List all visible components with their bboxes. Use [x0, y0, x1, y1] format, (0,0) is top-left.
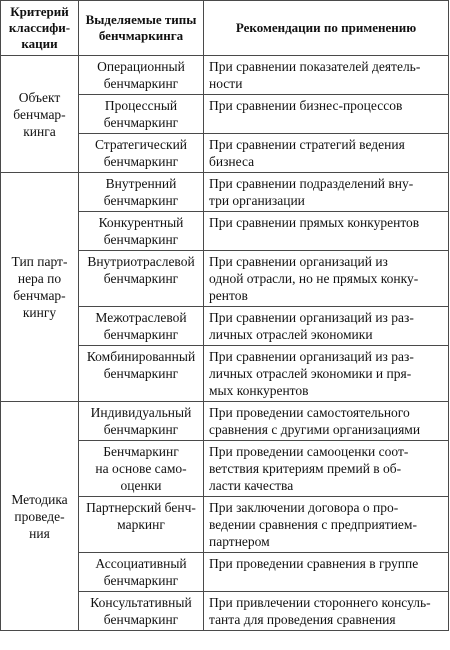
recommendation-text: При сравнении организаций из раз- личных отраслей экономики и пря- мых конкурентов: [209, 349, 414, 398]
recommendation-cell: [204, 307, 449, 346]
header-row: [1, 1, 449, 56]
type-text: Операционный бенчмаркинг: [97, 59, 185, 91]
header-criterion-text: Критерий классифи- кации: [8, 4, 71, 51]
type-cell: [79, 95, 204, 134]
type-cell: [79, 212, 204, 251]
table-row: [1, 402, 449, 441]
recommendation-text: При проведении самооценки соот- ветствия критериям премий в об- ласти качества: [209, 444, 409, 493]
type-cell: [79, 553, 204, 592]
type-cell: [79, 346, 204, 402]
type-text: Индивидуальный бенчмаркинг: [90, 405, 192, 437]
header-criterion: [1, 1, 79, 56]
recommendation-text: При привлечении стороннего консуль- танта для проведения сравнения: [209, 595, 431, 627]
type-cell: [79, 592, 204, 631]
recommendation-text: При сравнении показателей деятель- ности: [209, 59, 421, 91]
recommendation-cell: [204, 95, 449, 134]
type-text: Внутренний бенчмаркинг: [103, 176, 179, 208]
criterion-cell: [1, 402, 79, 631]
type-text: Процессный бенчмаркинг: [103, 98, 179, 130]
recommendation-cell: [204, 441, 449, 497]
type-cell: [79, 251, 204, 307]
type-cell: [79, 497, 204, 553]
type-cell: [79, 441, 204, 497]
type-text: Внутриотраслевой бенчмаркинг: [87, 254, 195, 286]
recommendation-cell: [204, 592, 449, 631]
criterion-text: Объект бенчмар- кинга: [13, 89, 66, 139]
header-recommendations-text: Рекомендации по применению: [235, 20, 417, 35]
recommendation-text: При сравнении организаций из раз- личных отраслей экономики: [209, 310, 414, 342]
recommendation-text: При проведении сравнения в группе: [209, 556, 419, 571]
recommendation-cell: [204, 173, 449, 212]
type-cell: [79, 173, 204, 212]
table-row: [1, 173, 449, 212]
recommendation-cell: [204, 497, 449, 553]
recommendation-cell: [204, 402, 449, 441]
recommendation-cell: [204, 212, 449, 251]
type-cell: [79, 307, 204, 346]
criterion-text: Тип парт- нера по бенчмар- кингу: [11, 254, 68, 320]
type-text: Межотраслевой бенчмаркинг: [95, 310, 187, 342]
recommendation-text: При заключении договора о про- ведении сравнения с предприятием- партнером: [209, 500, 417, 549]
recommendation-cell: [204, 56, 449, 95]
recommendation-text: При сравнении прямых конкурентов: [209, 215, 420, 230]
recommendation-text: При сравнении организаций из одной отрасли, но не прямых конку- рентов: [209, 254, 419, 303]
header-types: [79, 1, 204, 56]
table-row: [1, 56, 449, 95]
table-body: [1, 56, 449, 631]
recommendation-cell: [204, 553, 449, 592]
type-text: Партнерский бенч- маркинг: [86, 500, 196, 532]
type-text: Стратегический бенчмаркинг: [94, 137, 188, 169]
header-recommendations: [204, 1, 449, 56]
type-text: Комбинированный бенчмаркинг: [86, 349, 196, 381]
criterion-cell: [1, 173, 79, 402]
type-text: Ассоциативный бенчмаркинг: [95, 556, 187, 588]
recommendation-cell: [204, 251, 449, 307]
recommendation-text: При проведении самостоятельного сравнения с другими организациями: [209, 405, 421, 437]
type-text: Консультативный бенчмаркинг: [90, 595, 192, 627]
type-cell: [79, 402, 204, 441]
recommendation-text: При сравнении подразделений вну- три организации: [209, 176, 414, 208]
recommendation-text: При сравнении бизнес-процессов: [209, 98, 403, 113]
recommendation-cell: [204, 134, 449, 173]
criterion-text: Методика проведе- ния: [11, 491, 68, 541]
recommendation-cell: [204, 346, 449, 402]
type-cell: [79, 56, 204, 95]
recommendation-text: При сравнении стратегий ведения бизнеса: [209, 137, 405, 169]
type-cell: [79, 134, 204, 173]
criterion-cell: [1, 56, 79, 173]
type-text: Конкурентный бенчмаркинг: [98, 215, 184, 247]
type-text: Бенчмаркинг на основе само- оценки: [95, 444, 187, 493]
header-types-text: Выделяемые типы бенчмаркинга: [85, 12, 197, 43]
